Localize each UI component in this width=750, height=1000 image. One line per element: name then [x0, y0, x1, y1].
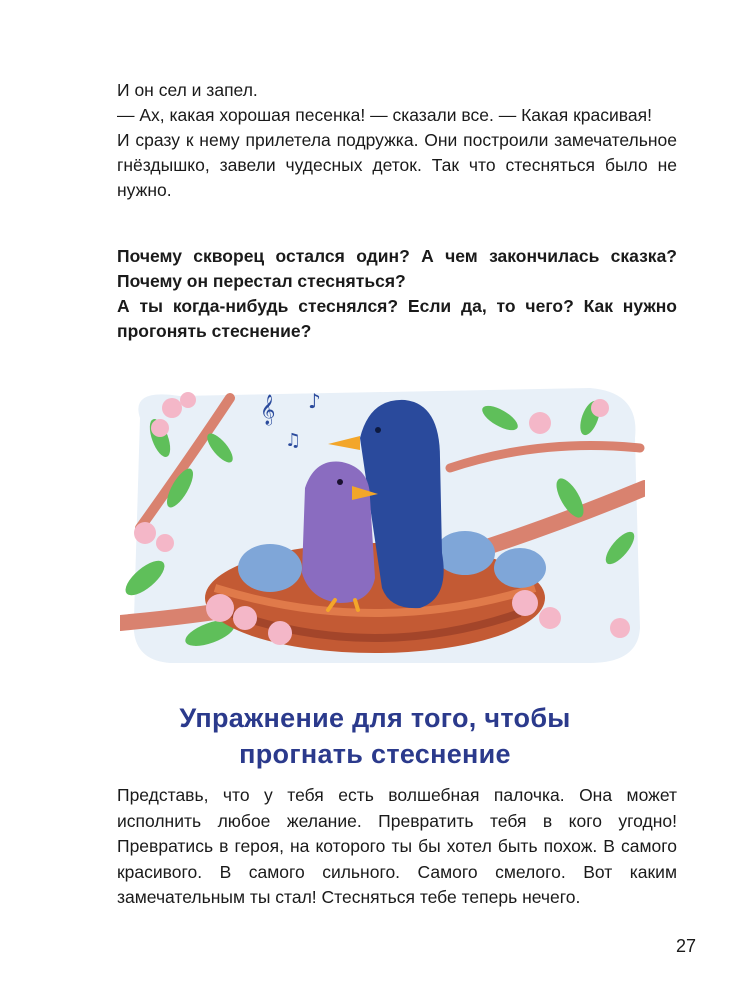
questions-text: [117, 244, 677, 344]
svg-text:𝄞: 𝄞: [260, 395, 276, 425]
heading-line: Упражнение для того, чтобы: [179, 703, 571, 733]
exercise-heading: [0, 700, 750, 772]
question-paragraph: А ты когда-нибудь стеснялся? Если да, то чего? Как нужно прогонять стеснение?: [117, 296, 677, 341]
exercise-text: [117, 783, 677, 911]
svg-text:♫: ♫: [285, 430, 302, 451]
story-paragraph: — Ах, какая хорошая песенка! — сказали все. — Какая красивая!: [117, 105, 652, 125]
story-paragraph: И сразу к нему прилетела подружка. Они построили замечательное гнёздышко, завели чудесных деток. Так что стесняться было не нужно.: [117, 130, 677, 200]
small-bird-eye: [337, 479, 343, 485]
story-paragraph: И он сел и запел.: [117, 80, 258, 100]
big-bird-eye: [375, 427, 381, 433]
question-paragraph: Почему скворец остался один? А чем закончилась сказка? Почему он перестал стесняться?: [117, 246, 677, 291]
story-text: [117, 78, 677, 203]
exercise-paragraph: Представь, что у тебя есть волшебная палочка. Она может исполнить любое желание. Превратить тебя в кого угодно! Превратись в героя, на которого ты бы хотел быть похож. В самого красивого. В самого сильного. Самого смелого. Вот каким замечательным ты стал! Стесняться тебе теперь нечего.: [117, 785, 677, 907]
two-birds-in-nest-illustration: [120, 378, 645, 668]
page-number: 27: [676, 936, 697, 956]
heading-line: прогнать стеснение: [239, 739, 511, 769]
svg-text:♪: ♪: [308, 389, 321, 413]
